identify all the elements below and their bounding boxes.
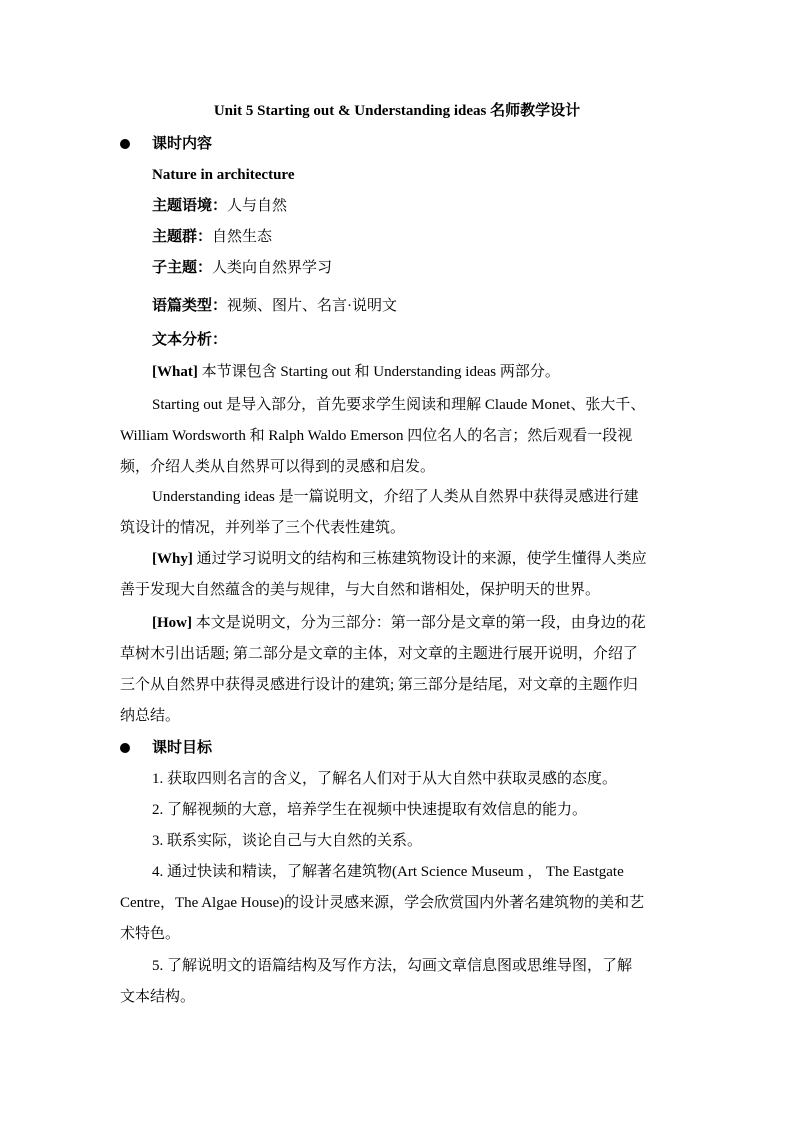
how-line-3: 三个从自然界中获得灵感进行设计的建筑; 第三部分是结尾，对文章的主题作归 — [120, 677, 638, 693]
subtheme-label: 子主题： — [152, 260, 213, 276]
how-line-4: 纳总结。 — [120, 708, 181, 724]
what-paragraph — [152, 361, 560, 383]
subtheme-row — [152, 257, 332, 279]
goal-4-line-1: 4. 通过快读和精读，了解著名建筑物(Art Science Museum ， The Eastgate — [152, 864, 624, 880]
group-label: 主题群： — [152, 229, 213, 245]
page-title: Unit 5 Starting out & Understanding ideas 名师教学设计 — [213, 103, 581, 119]
section-heading-content: 课时内容 — [152, 136, 213, 152]
understanding-line-2: 筑设计的情况，并列举了三个代表性建筑。 — [120, 520, 406, 536]
genre-row — [152, 295, 397, 317]
genre-value: 视频、图片、名言·说明文 — [227, 298, 398, 314]
group-row — [152, 226, 272, 248]
goal-5-line-1: 5. 了解说明文的语篇结构及写作方法，勾画文章信息图或思维导图，了解 — [152, 958, 633, 974]
starting-line-1: Starting out 是导入部分，首先要求学生阅读和理解 Claude Monet、张大千、 — [152, 397, 646, 413]
theme-row — [152, 195, 287, 217]
why-tag: [Why] — [152, 551, 193, 567]
how-tag: [How] — [152, 615, 192, 631]
what-tag: [What] — [152, 364, 198, 380]
goal-5-line-2: 文本结构。 — [120, 989, 196, 1005]
goal-4-line-3: 术特色。 — [120, 926, 181, 942]
starting-line-2: William Wordsworth 和 Ralph Waldo Emerson 四位名人的名言；然后观看一段视 — [120, 428, 633, 444]
how-line-1 — [152, 612, 646, 634]
starting-line-3: 频，介绍人类从自然界可以得到的灵感和启发。 — [120, 459, 436, 475]
theme-label: 主题语境： — [152, 198, 228, 214]
how-text: 本文是说明文，分为三部分：第一部分是文章的第一段，由身边的花 — [192, 615, 646, 631]
understanding-line-1: Understanding ideas 是一篇说明文，介绍了人类从自然界中获得灵感进行建 — [152, 489, 639, 505]
group-value: 自然生态 — [212, 229, 273, 245]
what-text: 本节课包含 Starting out 和 Understanding ideas 两部分。 — [197, 364, 560, 380]
why-text: 通过学习说明文的结构和三栋建筑物设计的来源，使学生懂得人类应 — [192, 551, 647, 567]
subtheme-value: 人类向自然界学习 — [212, 260, 333, 276]
analysis-label: 文本分析： — [152, 332, 228, 348]
theme-value: 人与自然 — [227, 198, 288, 214]
how-line-2: 草树木引出话题; 第二部分是文章的主体，对文章的主题进行展开说明，介绍了 — [120, 646, 638, 662]
genre-label: 语篇类型： — [152, 298, 228, 314]
bullet-icon — [120, 139, 130, 149]
why-line-1 — [152, 548, 647, 570]
goal-1: 1. 获取四则名言的含义，了解名人们对于从大自然中获取灵感的态度。 — [152, 771, 618, 787]
bullet-icon — [120, 743, 130, 753]
goal-3: 3. 联系实际，谈论自己与大自然的关系。 — [152, 833, 423, 849]
section-heading-goals: 课时目标 — [152, 740, 213, 756]
why-line-2: 善于发现大自然蕴含的美与规律，与大自然和谐相处，保护明天的世界。 — [120, 582, 601, 598]
goal-4-line-2: Centre，The Algae House)的设计灵感来源，学会欣赏国内外著名建筑物的美和艺 — [120, 895, 645, 911]
topic-title: Nature in architecture — [152, 167, 295, 183]
goal-2: 2. 了解视频的大意，培养学生在视频中快速提取有效信息的能力。 — [152, 802, 588, 818]
